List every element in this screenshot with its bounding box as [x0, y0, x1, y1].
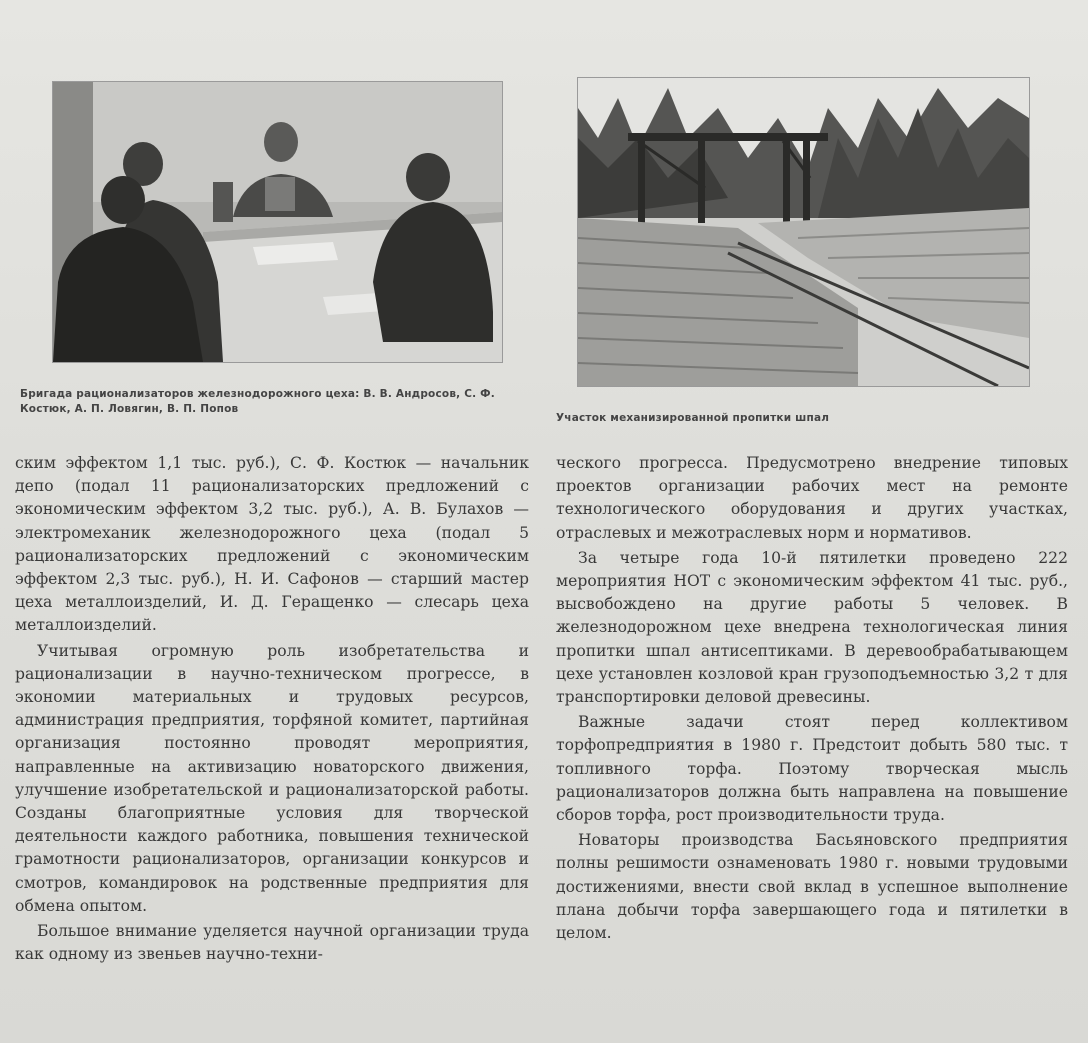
paragraph: За четыре года 10-й пятилетки проведено 222 мероприятия НОТ с экономическим эффектом 41 тыс. руб., высвобождено на другие работы 5 человек. В железнодорожном цехе внедрена технологическая линия пропитки шпал антисептиками. В деревообрабатывающем цехе установлен козловой кран грузоподъемностью 3,2 т для транспортировки деловой древесины.	[556, 548, 1068, 707]
photo-caption-right: Участок механизированной пропитки шпал	[556, 412, 830, 424]
paragraph: Большое внимание уделяется научной организации труда как одному из звеньев научно-техни-	[15, 922, 529, 964]
paragraph: ческого прогресса. Предусмотрено внедрение типовых проектов организации рабочих мест на ремонте технологического оборудования и других участках, отраслевых и межотраслевых норм и нормативов.	[556, 454, 1068, 542]
photo-impregnation-site	[577, 77, 1030, 387]
paragraph: Учитывая огромную роль изобретательства и рационализации в научно-техническом прогрессе, в экономии материальных и трудовых ресурсов, администрация предприятия, торфяной комитет, партийная организация постоянно проводят мероприятия, направленные на активизацию новаторского движения, улучшение изобретательской и рационализаторской работы. Созданы благоприятные условия для творческой деятельности каждого работника, повышения технической грамотности рационализаторов, организации конкурсов и смотров, командировок на родственные предприятия для обмена опытом.	[15, 641, 529, 915]
text-column-left	[15, 452, 529, 966]
paragraph: Важные задачи стоят перед коллективом торфопредприятия в 1980 г. Предстоит добыть 580 тыс. т топливного торфа. Поэтому творческая мысль рационализаторов должна быть направлена на повышение сборов торфа, рост производительности труда.	[556, 713, 1068, 825]
photo-caption-left: Бригада рационализаторов железнодорожного цеха: В. В. Андросов, С. Ф. Костюк, А. П. Ловягин, В. П. Попов	[20, 388, 495, 415]
text-column-right	[556, 452, 1068, 945]
sleeper-yard-illustration	[578, 78, 1029, 386]
photo-meeting	[52, 81, 503, 363]
paragraph: Новаторы производства Басьяновского предприятия полны решимости ознаменовать 1980 г. новыми трудовыми достижениями, внести свой вклад в успешное выполнение плана добычи торфа завершающего года и пятилетки в целом.	[556, 831, 1068, 943]
paragraph: ским эффектом 1,1 тыс. руб.), С. Ф. Костюк — начальник депо (подал 11 рационализаторских предложений с экономическим эффектом 3,2 тыс. руб.), А. В. Булахов — электромеханик железнодорожного цеха (подал 5 рационализаторских предложений с экономическим эффектом 2,3 тыс. руб.), Н. И. Сафонов — старший мастер цеха металлоизделий, И. Д. Геращенко — слесарь цеха металлоизделий.	[15, 454, 529, 635]
meeting-illustration	[53, 82, 502, 362]
